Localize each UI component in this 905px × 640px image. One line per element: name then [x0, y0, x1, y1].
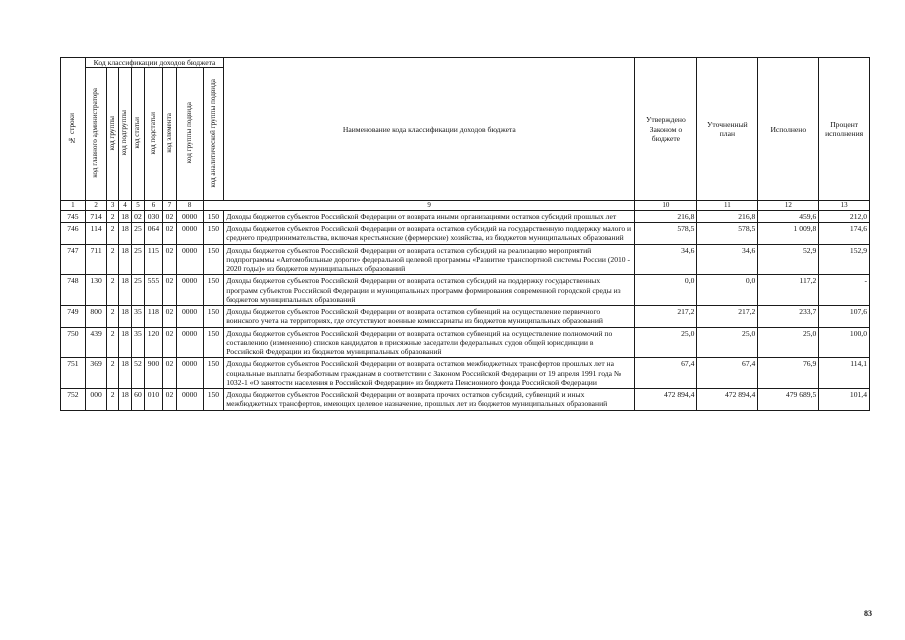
executed-amount: 25,0: [758, 327, 819, 358]
execution-percent: -: [819, 275, 870, 306]
element-code: 02: [163, 244, 176, 275]
article-code: 25: [132, 275, 144, 306]
group-code: 2: [107, 210, 118, 222]
header-group-code: код группы: [107, 68, 118, 201]
table-row: [61, 275, 870, 306]
element-code: 02: [163, 210, 176, 222]
revenue-name: Доходы бюджетов субъектов Российской Федерации от возврата остатков субсидий на реализацию мероприятий подпрограммы «Автомобильные дороги» федеральной целевой программы «Развитие транспортной системы России (2010 - 2020 годы)» из бюджетов муниципальных образований: [224, 244, 635, 275]
row-number: 745: [61, 210, 86, 222]
column-number: 9: [224, 201, 635, 211]
execution-percent: 114,1: [819, 358, 870, 389]
header-analytic-code: код аналитической группы подвида: [203, 68, 224, 201]
header-name: Наименование кода классификации доходов бюджета: [224, 58, 635, 201]
revenue-name: Доходы бюджетов субъектов Российской Федерации от возврата иными организациями остатков субсидий прошлых лет: [224, 210, 635, 222]
subarticle-code: 064: [144, 223, 163, 245]
analytic-code: 150: [203, 358, 224, 389]
subgroup-code: 18: [118, 275, 131, 306]
row-number: 746: [61, 223, 86, 245]
header-subtype-code: код группы подвида: [176, 68, 203, 201]
subtype-code: 0000: [176, 358, 203, 389]
header-subgroup-code: код подгруппы: [118, 68, 131, 201]
table-row: [61, 244, 870, 275]
element-code: 02: [163, 223, 176, 245]
row-number: 749: [61, 306, 86, 328]
revenue-name: Доходы бюджетов субъектов Российской Федерации от возврата остатков субсидий на поддержку государственных программ субъектов Российской Федерации и муниципальных программ формирования современной городской среды из бюджетов муниципальных образований: [224, 275, 635, 306]
subarticle-code: 120: [144, 327, 163, 358]
plan-amount: 217,2: [697, 306, 758, 328]
subtype-code: 0000: [176, 275, 203, 306]
article-code: 02: [132, 210, 144, 222]
analytic-code: 150: [203, 327, 224, 358]
group-code: 2: [107, 306, 118, 328]
executed-amount: 479 689,5: [758, 389, 819, 411]
admin-code: 000: [85, 389, 107, 411]
revenue-name: Доходы бюджетов субъектов Российской Федерации от возврата остатков субсидий на государственную поддержку малого и среднего предпринимательства, включая крестьянские (фермерские) хозяйства, из бюджетов муниципальных образований: [224, 223, 635, 245]
subarticle-code: 115: [144, 244, 163, 275]
approved-amount: 0,0: [635, 275, 697, 306]
header-row-number: № строки: [61, 58, 86, 201]
table-row: [61, 389, 870, 411]
row-number: 752: [61, 389, 86, 411]
table-header: [61, 58, 870, 211]
column-number: 3: [107, 201, 118, 211]
group-code: 2: [107, 275, 118, 306]
article-code: 25: [132, 223, 144, 245]
group-code: 2: [107, 389, 118, 411]
table-row: [61, 358, 870, 389]
header-executed: Исполнено: [758, 58, 819, 201]
subgroup-code: 18: [118, 358, 131, 389]
element-code: 02: [163, 306, 176, 328]
row-number: 748: [61, 275, 86, 306]
subarticle-code: 010: [144, 389, 163, 411]
execution-percent: 107,6: [819, 306, 870, 328]
column-number: 11: [697, 201, 758, 211]
subtype-code: 0000: [176, 244, 203, 275]
approved-amount: 67,4: [635, 358, 697, 389]
article-code: 25: [132, 244, 144, 275]
executed-amount: 52,9: [758, 244, 819, 275]
revenue-name: Доходы бюджетов субъектов Российской Федерации от возврата прочих остатков субсидий, субвенций и иных межбюджетных трансфертов, имеющих целевое назначение, прошлых лет из бюджетов муниципальных образований: [224, 389, 635, 411]
group-code: 2: [107, 327, 118, 358]
page-number: 83: [864, 609, 872, 618]
article-code: 60: [132, 389, 144, 411]
row-number: 747: [61, 244, 86, 275]
subarticle-code: 900: [144, 358, 163, 389]
analytic-code: 150: [203, 306, 224, 328]
article-code: 35: [132, 327, 144, 358]
subarticle-code: 555: [144, 275, 163, 306]
execution-percent: 212,0: [819, 210, 870, 222]
column-number: 8: [176, 201, 203, 211]
analytic-code: 150: [203, 275, 224, 306]
analytic-code: 150: [203, 389, 224, 411]
approved-amount: 472 894,4: [635, 389, 697, 411]
executed-amount: 117,2: [758, 275, 819, 306]
executed-amount: 233,7: [758, 306, 819, 328]
article-code: 52: [132, 358, 144, 389]
plan-amount: 472 894,4: [697, 389, 758, 411]
executed-amount: 76,9: [758, 358, 819, 389]
execution-percent: 101,4: [819, 389, 870, 411]
header-article-code: код статьи: [132, 68, 144, 201]
column-number-row: [61, 201, 870, 211]
subarticle-code: 118: [144, 306, 163, 328]
element-code: 02: [163, 389, 176, 411]
analytic-code: 150: [203, 210, 224, 222]
subtype-code: 0000: [176, 210, 203, 222]
plan-amount: 216,8: [697, 210, 758, 222]
subgroup-code: 18: [118, 210, 131, 222]
table-row: [61, 306, 870, 328]
column-number: 4: [118, 201, 131, 211]
subgroup-code: 18: [118, 389, 131, 411]
subtype-code: 0000: [176, 306, 203, 328]
revenue-name: Доходы бюджетов субъектов Российской Федерации от возврата остатков субвенций на осуществление полномочий по составлению (изменению) списков кандидатов в присяжные заседатели федеральных судов общей юрисдикции в Российской Федерации из бюджетов муниципальных образований: [224, 327, 635, 358]
header-plan: Уточненный план: [697, 58, 758, 201]
revenue-name: Доходы бюджетов субъектов Российской Федерации от возврата остатков субвенций на осуществление первичного воинского учета на территориях, где отсутствуют военные комиссариаты из бюджетов муниципальных образований: [224, 306, 635, 328]
header-percent: Процент исполнения: [819, 58, 870, 201]
article-code: 35: [132, 306, 144, 328]
subgroup-code: 18: [118, 244, 131, 275]
column-number: 6: [144, 201, 163, 211]
row-number: 751: [61, 358, 86, 389]
header-element-code: код элемента: [163, 68, 176, 201]
column-number: 7: [163, 201, 176, 211]
admin-code: 130: [85, 275, 107, 306]
revenue-table: [60, 57, 870, 411]
subtype-code: 0000: [176, 327, 203, 358]
subtype-code: 0000: [176, 389, 203, 411]
admin-code: 114: [85, 223, 107, 245]
column-number: 5: [132, 201, 144, 211]
subgroup-code: 18: [118, 306, 131, 328]
approved-amount: 25,0: [635, 327, 697, 358]
admin-code: 369: [85, 358, 107, 389]
column-number: 2: [85, 201, 107, 211]
header-subarticle-code: код подстатьи: [144, 68, 163, 201]
group-code: 2: [107, 244, 118, 275]
admin-code: 800: [85, 306, 107, 328]
table-row: [61, 223, 870, 245]
plan-amount: 578,5: [697, 223, 758, 245]
plan-amount: 25,0: [697, 327, 758, 358]
approved-amount: 34,6: [635, 244, 697, 275]
approved-amount: 216,8: [635, 210, 697, 222]
group-code: 2: [107, 358, 118, 389]
admin-code: 439: [85, 327, 107, 358]
executed-amount: 459,6: [758, 210, 819, 222]
column-number: 1: [61, 201, 86, 211]
column-number: 12: [758, 201, 819, 211]
subgroup-code: 18: [118, 327, 131, 358]
admin-code: 714: [85, 210, 107, 222]
element-code: 02: [163, 275, 176, 306]
subarticle-code: 030: [144, 210, 163, 222]
row-number: 750: [61, 327, 86, 358]
plan-amount: 67,4: [697, 358, 758, 389]
analytic-code: 150: [203, 244, 224, 275]
subtype-code: 0000: [176, 223, 203, 245]
approved-amount: 217,2: [635, 306, 697, 328]
header-approved: Утверждено Законом о бюджете: [635, 58, 697, 201]
admin-code: 711: [85, 244, 107, 275]
table-row: [61, 327, 870, 358]
analytic-code: 150: [203, 223, 224, 245]
column-number: 10: [635, 201, 697, 211]
execution-percent: 152,9: [819, 244, 870, 275]
subgroup-code: 18: [118, 223, 131, 245]
group-code: 2: [107, 223, 118, 245]
element-code: 02: [163, 327, 176, 358]
executed-amount: 1 009,8: [758, 223, 819, 245]
revenue-name: Доходы бюджетов субъектов Российской Федерации от возврата остатков межбюджетных трансфертов прошлых лет на социальные выплаты безработным гражданам в соответствии с Законом Российской Федерации от 19 апреля 1991 года № 1032-1 «О занятости населения в Российской Федерации» из бюджета Пенсионного фонда Российской Федерации: [224, 358, 635, 389]
element-code: 02: [163, 358, 176, 389]
column-number-spacer: [203, 201, 224, 211]
execution-percent: 174,6: [819, 223, 870, 245]
execution-percent: 100,0: [819, 327, 870, 358]
table-row: [61, 210, 870, 222]
header-code-group: Код классификации доходов бюджета: [85, 58, 223, 68]
column-number: 13: [819, 201, 870, 211]
table-body: [61, 210, 870, 410]
approved-amount: 578,5: [635, 223, 697, 245]
plan-amount: 0,0: [697, 275, 758, 306]
header-admin-code: код главного администратора: [85, 68, 107, 201]
plan-amount: 34,6: [697, 244, 758, 275]
